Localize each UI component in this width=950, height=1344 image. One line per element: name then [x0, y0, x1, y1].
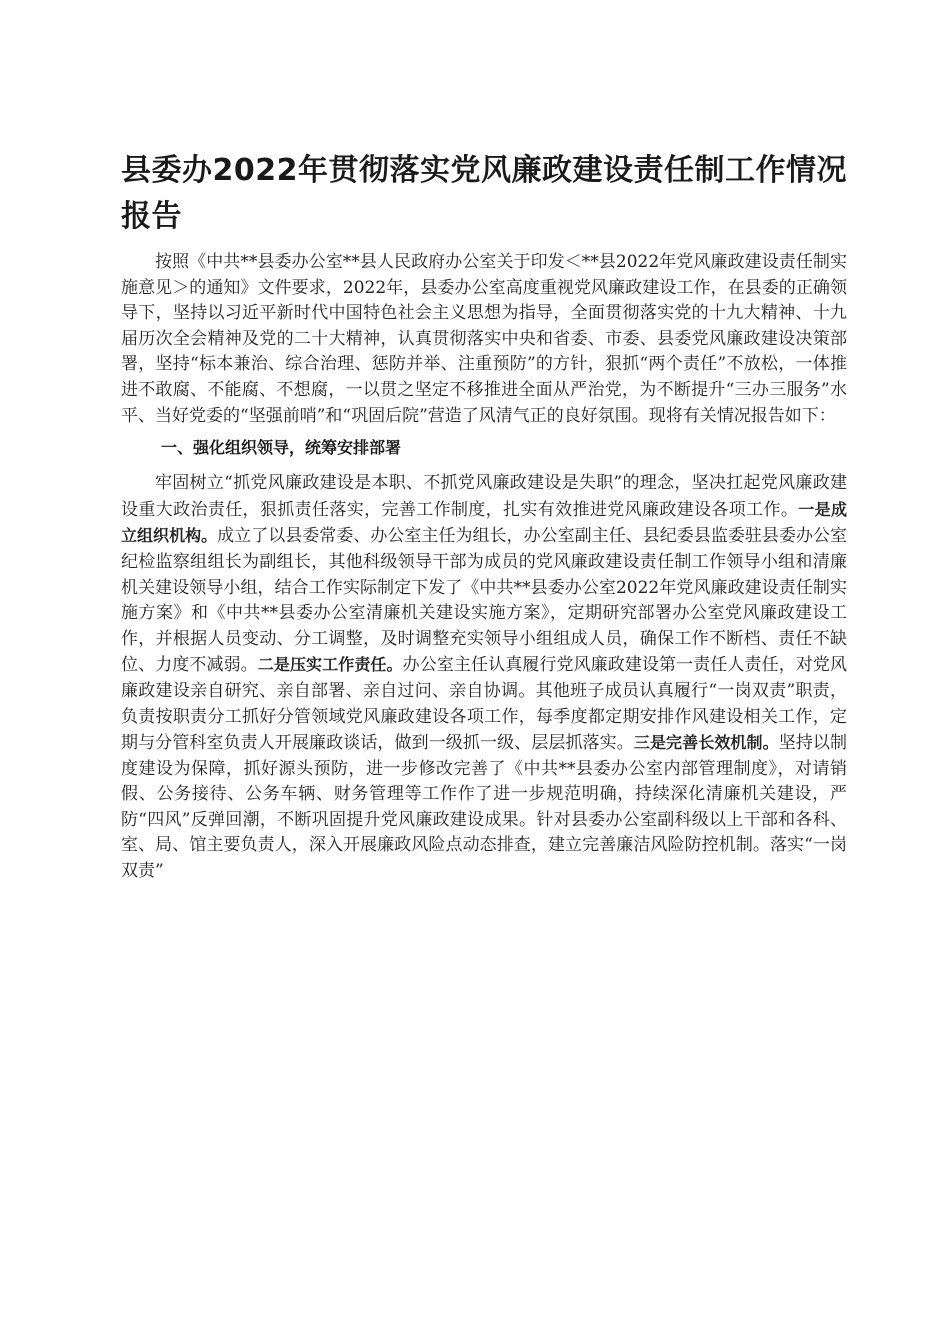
intro-paragraph: 按照《中共**县委办公室**县人民政府办公室关于印发＜**县2022年党风廉政建设责任制实施意见＞的通知》文件要求，2022年，县委办公室高度重视党风廉政建设工作，在县委的正确领导下，坚持以习近平新时代中国特色社会主义思想为指导，全面贯彻落实党的十九大精神、十九届历次全会精神及党的二十大精神，认真贯彻落实中央和省委、市委、县委党风廉政建设决策部署，坚持“标本兼治、综合治理、惩防并举、注重预防”的方针，狠抓“两个责任”不放松，一体推进不敢腐、不能腐、不想腐，一以贯之坚定不移推进全面从严治党，为不断提升“三办三服务”水平、当好党委的“坚强前哨”和“巩固后院”营造了风清气正的良好氛围。现将有关情况报告如下：: [121, 252, 847, 426]
point-two-heading: 二是压实工作责任。: [257, 655, 403, 675]
section-paragraph: [121, 471, 847, 885]
point-one-heading: 一是成立组织机构。: [121, 499, 847, 546]
section-heading: 一、强化组织领导，统筹安排部署: [161, 438, 402, 458]
section-text-a: 牢固树立“抓党风廉政建设是本职、不抓党风廉政建设是失职”的理念，坚决扛起党风廉政建设重大政治责任，狠抓责任落实，完善工作制度，扎实有效推进党风廉政建设各项工作。: [121, 473, 847, 520]
point-three-heading: 三是完善长效机制。: [633, 733, 779, 753]
document-body: [121, 148, 847, 885]
section-text-d: 坚持以制度建设为保障，抓好源头预防，进一步修改完善了《中共**县委办公室内部管理制度》，对请销假、公务接待、公务车辆、财务管理等工作作了进一步规范明确，持续深化清廉机关建设，严防“四风”反弹回潮，不断巩固提升党风廉政建设成果。针对县委办公室副科级以上干部和各科、室、局、馆主要负责人，深入开展廉政风险点动态排查，建立完善廉洁风险防控机制。落实“一岗双责”: [121, 733, 848, 882]
section-text-c: 办公室主任认真履行党风廉政建设第一责任人责任，对党风廉政建设亲自研究、亲自部署、亲自过问、亲自协调。其他班子成员认真履行“一岗双责”职责，负责按职责分工抓好分管领域党风廉政建设各项工作，每季度都定期安排作风建设相关工作，定期与分管科室负责人开展廉政谈话，做到一级抓一级、层层抓落实。: [121, 655, 847, 754]
document-title: 县委办2022年贯彻落实党风廉政建设责任制工作情况报告: [121, 153, 847, 234]
section-text-b: 成立了以县委常委、办公室主任为组长，办公室副主任、县纪委县监委驻县委办公室纪检监察组组长为副组长，其他科级领导干部为成员的党风廉政建设责任制工作领导小组和清廉机关建设领导小组，结合工作实际制定下发了《中共**县委办公室2022年党风廉政建设责任制实施方案》和《中共**县委办公室清廉机关建设实施方案》，定期研究部署办公室党风廉政建设工作，并根据人员变动、分工调整，及时调整充实领导小组组成人员，确保工作不断档、责任不缺位、力度不减弱。: [121, 526, 847, 676]
